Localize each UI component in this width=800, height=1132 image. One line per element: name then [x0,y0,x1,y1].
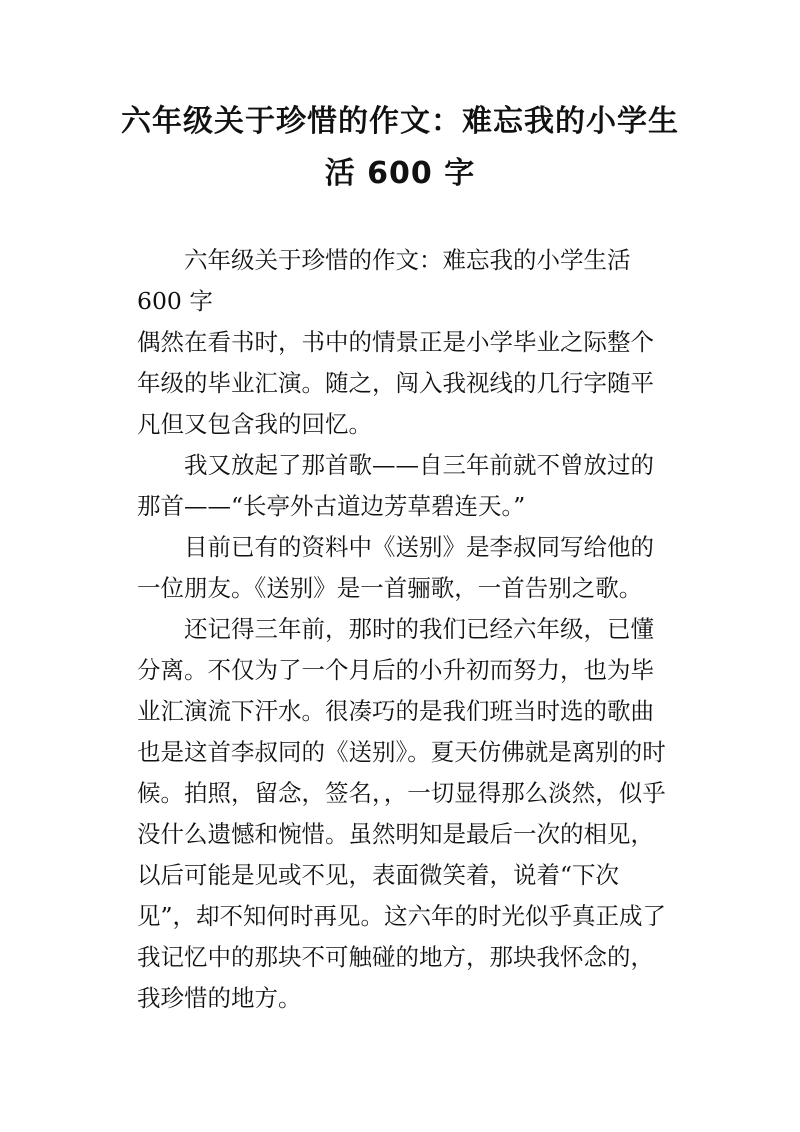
paragraph-3: 目前已有的资料中《送别》是李叔同写给他的一位朋友。《送别》是一首骊歌，一首告别之歌。 [137,533,654,602]
paragraph-1: 偶然在看书时，书中的情景正是小学毕业之际整个年级的毕业汇演。随之，闯入我视线的几行字随平凡但又包含我的回忆。 [137,328,654,438]
paragraph-4: 还记得三年前，那时的我们已经六年级，已懂分离。不仅为了一个月后的小升初而努力，也为毕业汇演流下汗水。很凑巧的是我们班当时选的歌曲也是这首李叔同的《送别》。夏天仿佛就是离别的时候。拍照，留念，签名，，一切显得那么淡然，似乎没什么遗憾和惋惜。虽然明知是最后一次的相见，以后可能是见或不见，表面微笑着，说着“下次见”，却不知何时再见。这六年的时光似乎真正成了我记忆中的那块不可触碰的地方，那块我怀念的，我珍惜的地方。 [137,615,667,1012]
paragraph-2: 我又放起了那首歌——自三年前就不曾放过的那首——“长亭外古道边芳草碧连天。” [137,451,654,520]
paragraph-subtitle: 六年级关于珍惜的作文：难忘我的小学生活 600 字 [137,246,631,315]
document-title: 六年级关于珍惜的作文：难忘我的小学生活 600 字 [121,104,679,191]
document-body [137,240,672,1019]
